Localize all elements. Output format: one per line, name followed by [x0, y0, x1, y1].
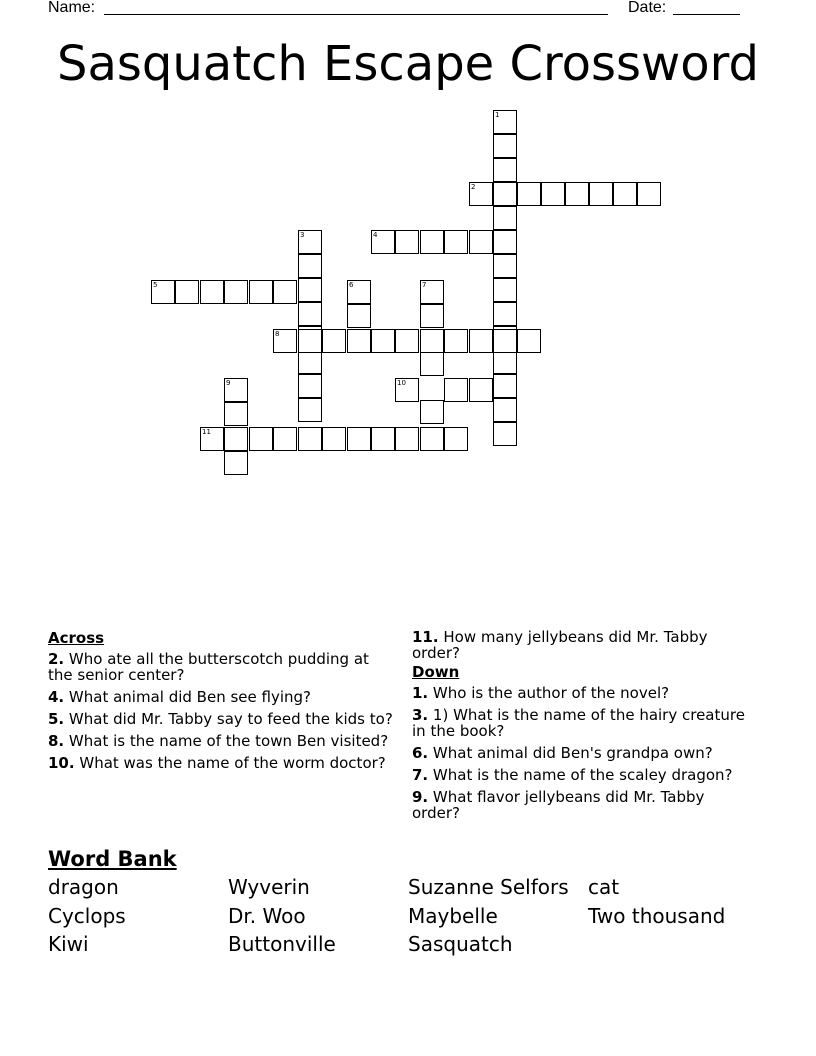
- grid-cell[interactable]: [444, 427, 468, 451]
- grid-cell[interactable]: [224, 451, 248, 475]
- grid-cell[interactable]: [298, 254, 322, 278]
- grid-cell[interactable]: [493, 158, 517, 182]
- grid-cell[interactable]: [493, 350, 517, 374]
- grid-cell[interactable]: [322, 427, 346, 451]
- clue-number: 11: [202, 428, 211, 436]
- grid-cell[interactable]: [298, 278, 322, 302]
- word-bank-word: Maybelle: [408, 904, 498, 928]
- grid-cell[interactable]: [395, 230, 419, 254]
- grid-cell[interactable]: [517, 329, 541, 353]
- grid-cell[interactable]: [444, 378, 468, 402]
- word-bank-word: Sasquatch: [408, 932, 513, 956]
- grid-cell[interactable]: [420, 400, 444, 424]
- grid-cell[interactable]: [493, 398, 517, 422]
- clue-number: 7.: [412, 766, 429, 784]
- clue-down-1: [412, 685, 757, 701]
- grid-cell[interactable]: [273, 280, 297, 304]
- grid-cell[interactable]: [175, 280, 199, 304]
- grid-cell[interactable]: [298, 350, 322, 374]
- grid-cell[interactable]: [347, 304, 371, 328]
- clue-text: What animal did Ben see flying?: [68, 688, 312, 706]
- grid-cell[interactable]: [493, 278, 517, 302]
- grid-cell[interactable]: [273, 329, 297, 353]
- grid-cell[interactable]: [347, 427, 371, 451]
- grid-cell[interactable]: [420, 304, 444, 328]
- clues-right-column: [412, 629, 757, 827]
- grid-cell[interactable]: [613, 182, 637, 206]
- grid-cell[interactable]: [151, 280, 175, 304]
- grid-cell[interactable]: [420, 280, 444, 304]
- clue-down-7: [412, 767, 757, 783]
- word-bank-word: Cyclops: [48, 904, 126, 928]
- grid-cell[interactable]: [493, 110, 517, 134]
- grid-cell[interactable]: [273, 427, 297, 451]
- clue-number: 6: [349, 281, 354, 289]
- clue-number: 10: [397, 379, 406, 387]
- clue-text: Who ate all the butterscotch pudding at the senior center?: [48, 650, 369, 684]
- clue-across-2: [48, 651, 393, 683]
- clue-number: 10.: [48, 754, 75, 772]
- grid-cell[interactable]: [224, 427, 248, 451]
- word-bank-word: Two thousand: [588, 904, 726, 928]
- clue-down-3: [412, 707, 757, 739]
- grid-cell[interactable]: [493, 329, 517, 353]
- grid-cell[interactable]: [249, 280, 273, 304]
- clue-across-10: [48, 755, 393, 771]
- clue-number: 6.: [412, 744, 429, 762]
- clue-number: 5: [153, 281, 158, 289]
- clue-across-8: [48, 733, 393, 749]
- word-bank-word: dragon: [48, 875, 119, 899]
- grid-cell[interactable]: [200, 280, 224, 304]
- clue-number: 9.: [412, 788, 429, 806]
- down-heading: Down: [412, 663, 460, 681]
- word-bank-title: Word Bank: [48, 847, 177, 871]
- word-bank-word: Suzanne Selfors: [408, 875, 569, 899]
- clue-number: 4: [373, 231, 378, 239]
- clue-down-6: [412, 745, 757, 761]
- word-bank-word: Dr. Woo: [228, 904, 306, 928]
- clue-number: 8.: [48, 732, 65, 750]
- grid-cell[interactable]: [493, 302, 517, 326]
- clues-left-column: [48, 629, 393, 777]
- clue-number: 9: [226, 379, 231, 387]
- grid-cell[interactable]: [224, 280, 248, 304]
- grid-cell[interactable]: [420, 230, 444, 254]
- grid-cell[interactable]: [298, 230, 322, 254]
- clue-across-5: [48, 711, 393, 727]
- word-bank-word: Kiwi: [48, 932, 89, 956]
- page-title: Sasquatch Escape Crossword: [56, 36, 760, 92]
- grid-cell[interactable]: [322, 329, 346, 353]
- clue-number: 3.: [412, 706, 429, 724]
- grid-cell[interactable]: [493, 182, 517, 206]
- grid-cell[interactable]: [420, 352, 444, 376]
- grid-cell[interactable]: [298, 374, 322, 398]
- grid-cell[interactable]: [493, 374, 517, 398]
- grid-cell[interactable]: [371, 230, 395, 254]
- clue-number: 7: [422, 281, 427, 289]
- grid-cell[interactable]: [444, 230, 468, 254]
- clue-text: What is the name of the town Ben visited?: [68, 732, 389, 750]
- grid-cell[interactable]: [298, 427, 322, 451]
- clue-number: 11.: [412, 628, 439, 646]
- clue-text: What flavor jellybeans did Mr. Tabby order?: [412, 788, 705, 822]
- name-label: Name:: [48, 0, 96, 16]
- grid-cell[interactable]: [298, 398, 322, 422]
- grid-cell[interactable]: [444, 329, 468, 353]
- grid-cell[interactable]: [395, 329, 419, 353]
- clue-text: Who is the author of the novel?: [432, 684, 670, 702]
- across-heading: Across: [48, 629, 105, 647]
- grid-cell[interactable]: [493, 230, 517, 254]
- clue-across-4: [48, 689, 393, 705]
- clue-number: 2.: [48, 650, 65, 668]
- grid-cell[interactable]: [395, 427, 419, 451]
- grid-cell[interactable]: [347, 329, 371, 353]
- clue-text: What is the name of the scaley dragon?: [432, 766, 733, 784]
- clue-number: 2: [471, 183, 476, 191]
- clue-text: How many jellybeans did Mr. Tabby order?: [412, 628, 708, 662]
- grid-cell[interactable]: [565, 182, 589, 206]
- clue-text: What was the name of the worm doctor?: [79, 754, 386, 772]
- grid-cell[interactable]: [347, 280, 371, 304]
- grid-cell[interactable]: [200, 427, 224, 451]
- grid-cell[interactable]: [420, 427, 444, 451]
- grid-cell[interactable]: [637, 182, 661, 206]
- grid-cell[interactable]: [589, 182, 613, 206]
- grid-cell[interactable]: [493, 134, 517, 158]
- grid-cell[interactable]: [469, 329, 493, 353]
- grid-cell[interactable]: [517, 182, 541, 206]
- date-label: Date:: [628, 0, 667, 16]
- clue-text: 1) What is the name of the hairy creature in the book?: [412, 706, 745, 740]
- grid-cell[interactable]: [371, 329, 395, 353]
- clue-number: 1.: [412, 684, 429, 702]
- grid-cell[interactable]: [395, 378, 419, 402]
- word-bank-word: Buttonville: [228, 932, 336, 956]
- clue-down-9: [412, 789, 757, 821]
- clue-text: What did Mr. Tabby say to feed the kids to?: [68, 710, 393, 728]
- grid-cell[interactable]: [298, 329, 322, 353]
- clue-number: 5.: [48, 710, 65, 728]
- grid-cell[interactable]: [469, 182, 493, 206]
- word-bank: [48, 845, 768, 956]
- clue-number: 4.: [48, 688, 65, 706]
- grid-cell[interactable]: [469, 378, 493, 402]
- clue-number: 3: [300, 231, 305, 239]
- clue-number: 1: [495, 111, 500, 119]
- word-bank-word: cat: [588, 875, 620, 899]
- grid-cell[interactable]: [298, 302, 322, 326]
- grid-cell[interactable]: [224, 378, 248, 402]
- grid-cell[interactable]: [224, 402, 248, 426]
- grid-cell[interactable]: [469, 230, 493, 254]
- word-bank-word: Wyverin: [228, 875, 310, 899]
- clue-across-11: [412, 629, 757, 661]
- grid-cell[interactable]: [541, 182, 565, 206]
- grid-cell[interactable]: [493, 254, 517, 278]
- grid-cell[interactable]: [371, 427, 395, 451]
- clue-number: 8: [275, 330, 280, 338]
- grid-cell[interactable]: [493, 206, 517, 230]
- grid-cell[interactable]: [420, 329, 444, 353]
- grid-cell[interactable]: [249, 427, 273, 451]
- clue-text: What animal did Ben's grandpa own?: [432, 744, 713, 762]
- grid-cell[interactable]: [493, 422, 517, 446]
